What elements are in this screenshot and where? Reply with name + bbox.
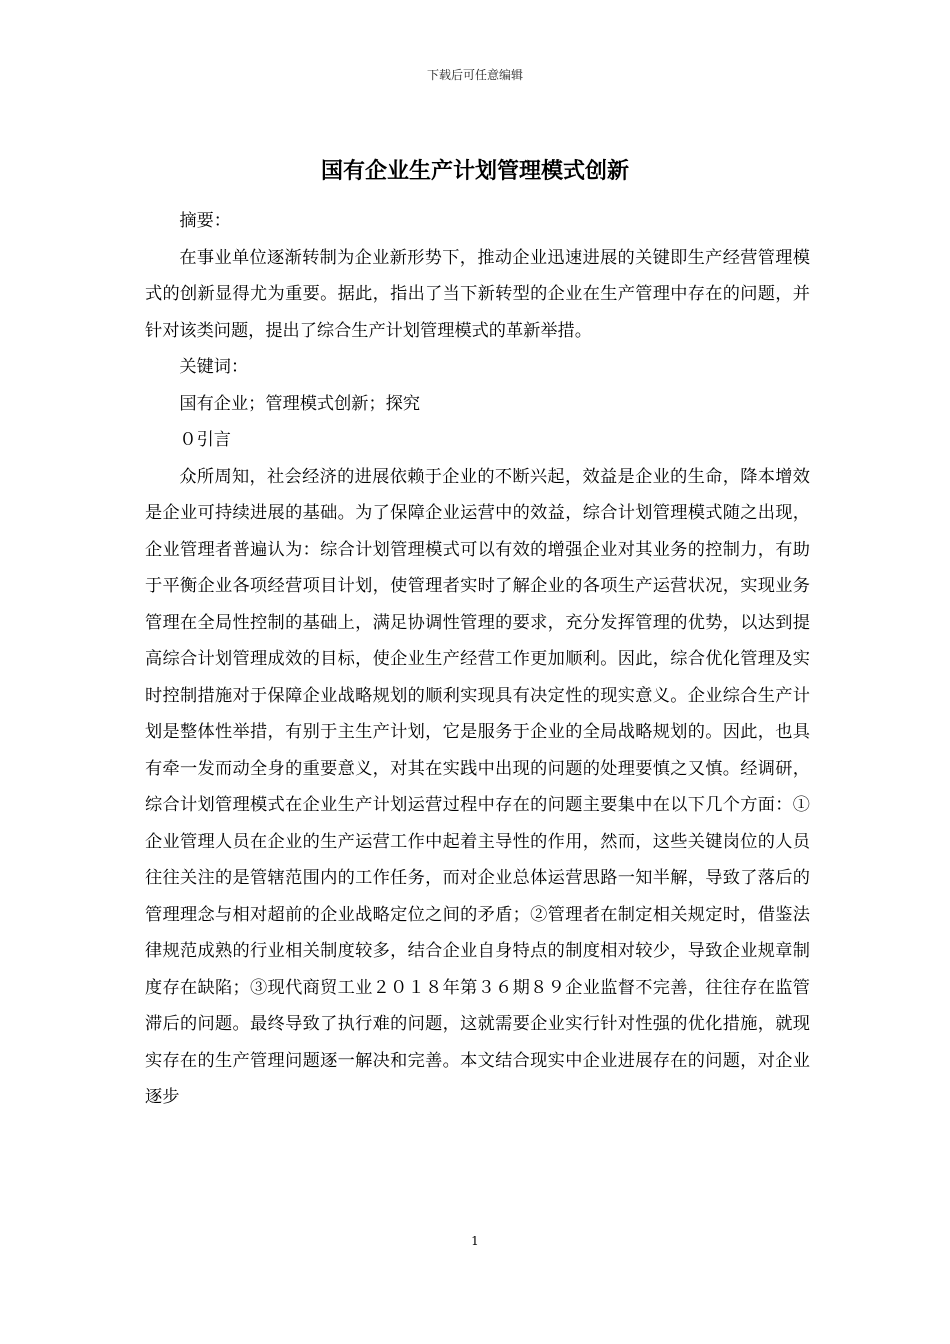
section-heading: ０引言 xyxy=(179,430,231,450)
header-note: 下载后可任意编辑 xyxy=(426,68,523,82)
document-title: 国有企业生产计划管理模式创新 xyxy=(320,159,629,184)
keywords-paragraph: 国有企业；管理模式创新；探究 xyxy=(179,393,421,414)
body-paragraph: 众所周知，社会经济的进展依赖于企业的不断兴起，效益是企业的生命，降本增效是企业可持续进展的基础。为了保障企业运营中的效益，综合计划管理模式随之出现，企业管理者普遍认为：综合计划管理模式可以有效的增强企业对其业务的控制力，有助于平衡企业各项经营项目计划，使管理者实时了解企业的各项生产运营状况，实现业务管理在全局性控制的基础上，满足协调性管理的要求，充分发挥管理的优势，以达到提高综合计划管理成效的目标，使企业生产经营工作更加顺利。因此，综合优化管理及实时控制措施对于保障企业战略规划的顺利实现具有决定性的现实意义。企业综合生产计划是整体性举措，有别于主生产计划，它是服务于企业的全局战略规划的。因此，也具有牵一发而动全身的重要意义，对其在实践中出现的问题的处理要慎之又慎。经调研，综合计划管理模式在企业生产计划运营过程中存在的问题主要集中在以下几个方面：①企业管理人员在企业的生产运营工作中起着主导性的作用，然而，这些关键岗位的人员往往关注的是管辖范围内的工作任务，而对企业总体运营思路一知半解，导致了落后的管理理念与相对超前的企业战略定位之间的矛盾；②管理者在制定相关规定时，借鉴法律规范成熟的行业相关制度较多，结合企业自身特点的制度相对较少，导致企业规章制度存在缺陷；③现代商贸工业２０１８年第３６期８９企业监督不完善，往往存在监管滞后的问题。最终导致了执行难的问题，这就需要企业实行针对性强的优化措施，就现实存在的生产管理问题逐一解决和完善。本文结合现实中企业进展存在的问题，对企业逐步 xyxy=(145,466,810,1107)
abstract-label: 摘要： xyxy=(179,211,231,231)
keywords-label: 关键词： xyxy=(179,357,249,377)
page-number: 1 xyxy=(471,1234,479,1248)
abstract-paragraph: 在事业单位逐渐转制为企业新形势下，推动企业迅速进展的关键即生产经营管理模式的创新显得尤为重要。据此，指出了当下新转型的企业在生产管理中存在的问题，并针对该类问题，提出了综合生产计划管理模式的革新举措。 xyxy=(145,247,810,341)
document-body xyxy=(145,203,810,1116)
